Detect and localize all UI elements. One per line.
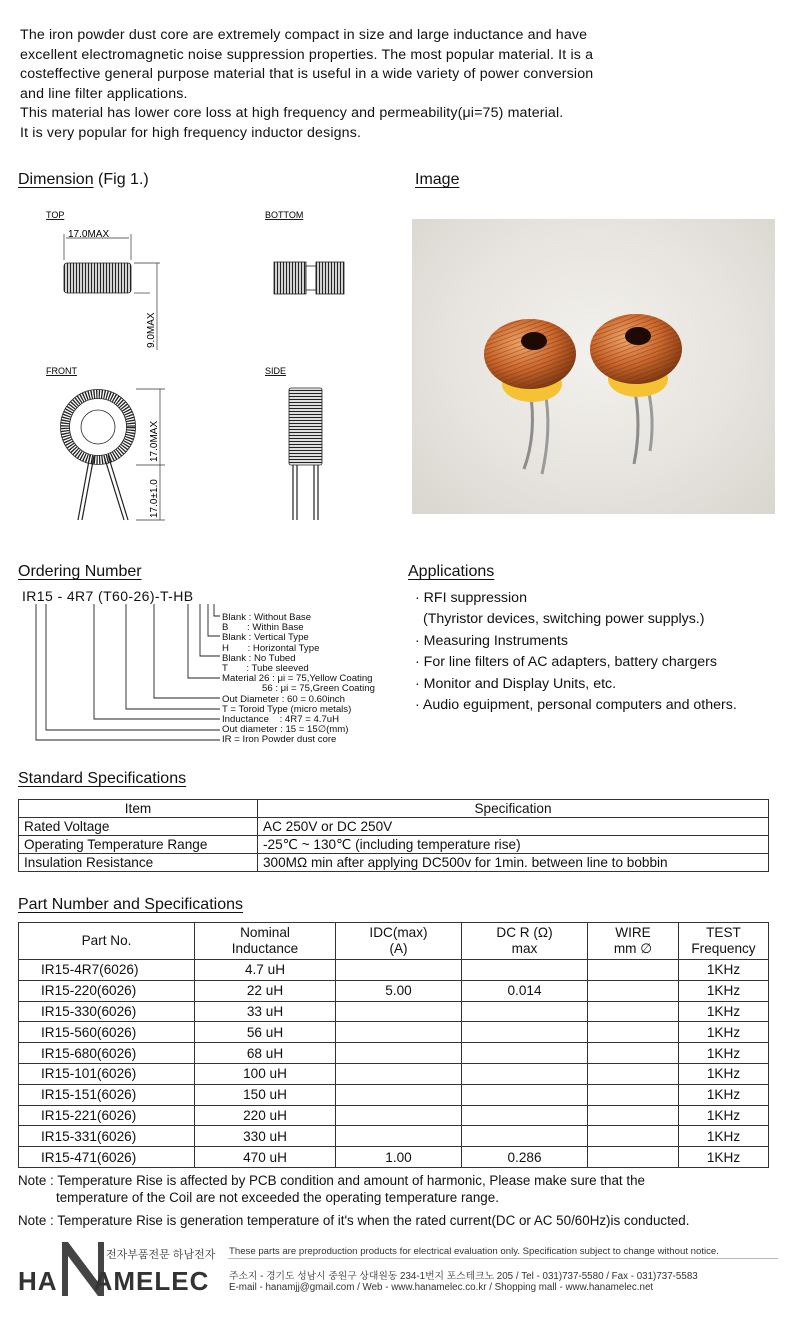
- company-address: 주소지 - 경기도 성남시 중원구 상대원동 234-1번지 포스테크노 205 / Tel - 031)737-5580 / Fax - 031)737-5583: [229, 1271, 698, 1282]
- table-row: [19, 1126, 769, 1147]
- wire-size: [588, 1147, 679, 1168]
- test-frequency: 1KHz: [679, 1147, 769, 1168]
- header-item: Item: [19, 800, 258, 818]
- intro-line: excellent electromagnetic noise suppression properties. The most popular material. It is a: [20, 46, 594, 63]
- ordering-title: Ordering Number: [18, 563, 142, 580]
- nominal-inductance: 56 uH: [195, 1022, 336, 1043]
- table-row: [19, 836, 769, 854]
- test-frequency: 1KHz: [679, 1022, 769, 1043]
- table-row: [19, 854, 769, 872]
- application-item: (Thyristor devices, switching power supplys.): [423, 611, 705, 628]
- dim-lead-length: 17.0±1.0: [149, 479, 160, 518]
- footer-divider: [228, 1258, 778, 1259]
- applications-title: Applications: [408, 563, 495, 580]
- wire-size: [588, 1126, 679, 1147]
- note-2: [18, 1212, 689, 1229]
- wire-size: [588, 1001, 679, 1022]
- header-idc: [336, 923, 462, 960]
- idc-max: [336, 1043, 462, 1064]
- standard-specs-heading: [18, 770, 186, 788]
- ordering-heading: [18, 563, 142, 581]
- legend-line: Blank : No Tubed: [222, 652, 296, 664]
- dcr-max: [462, 1126, 588, 1147]
- header-text: max: [511, 941, 538, 956]
- dcr-max: 0.286: [462, 1147, 588, 1168]
- header-text: mm ∅: [613, 941, 653, 956]
- table-row: [19, 1063, 769, 1084]
- header-text: Inductance: [231, 941, 299, 956]
- table-row: [19, 1147, 769, 1168]
- dcr-max: 0.014: [462, 980, 588, 1001]
- disclaimer: These parts are preproduction products for electrical evaluation only. Specification subject to change without notice.: [229, 1246, 719, 1257]
- dcr-max: [462, 1001, 588, 1022]
- test-frequency: 1KHz: [679, 1043, 769, 1064]
- legend-line: Blank : Vertical Type: [222, 632, 309, 644]
- table-header-row: [19, 923, 769, 960]
- legend-line: Out diameter : 15 = 15∅(mm): [222, 724, 349, 736]
- company-logo: [18, 1266, 209, 1297]
- header-wire: [588, 923, 679, 960]
- dcr-max: [462, 1063, 588, 1084]
- part-number: IR15-101(6026): [19, 1063, 195, 1084]
- test-frequency: 1KHz: [679, 1001, 769, 1022]
- nominal-inductance: 33 uH: [195, 1001, 336, 1022]
- spec-value: 300MΩ min after applying DC500v for 1min. between line to bobbin: [258, 854, 769, 872]
- code-separator: -: [57, 588, 63, 604]
- front-label: FRONT: [46, 366, 77, 376]
- idc-max: [336, 1105, 462, 1126]
- part-specs-title: Part Number and Specifications: [18, 896, 243, 913]
- nominal-inductance: 220 uH: [195, 1105, 336, 1126]
- intro-line: and line filter applications.: [20, 85, 188, 102]
- wire-size: [588, 960, 679, 981]
- header-text: Part No.: [81, 933, 132, 948]
- note-1: [18, 1172, 645, 1206]
- test-frequency: 1KHz: [679, 960, 769, 981]
- test-frequency: 1KHz: [679, 1126, 769, 1147]
- test-frequency: 1KHz: [679, 1063, 769, 1084]
- nominal-inductance: 68 uH: [195, 1043, 336, 1064]
- header-text: IDC(max): [369, 925, 428, 940]
- application-item: · Monitor and Display Units, etc.: [415, 675, 617, 692]
- dcr-max: [462, 1105, 588, 1126]
- dimension-drawing: [0, 200, 400, 530]
- legend-line: Blank : Without Base: [222, 612, 312, 623]
- header-text: Nominal: [240, 925, 290, 940]
- standard-specs-table: [18, 799, 769, 872]
- image-title: Image: [415, 171, 460, 188]
- note-text: temperature of the Coil are not exceeded the operating temperature range.: [56, 1190, 499, 1205]
- code-options: (T60-26)-T-HB: [98, 588, 194, 604]
- company-contacts: E-mail - hanamjj@gmail.com / Web - www.hanamelec.co.kr / Shopping mall - www.hanamelec.net: [229, 1282, 654, 1293]
- legend-line: T : Tube sleeved: [222, 663, 309, 675]
- dim-width: 17.0MAX: [68, 229, 110, 240]
- idc-max: 5.00: [336, 980, 462, 1001]
- spec-item: Insulation Resistance: [19, 854, 258, 872]
- intro-paragraph: [20, 26, 780, 143]
- application-item: · Audio eguipment, personal computers and others.: [415, 697, 737, 714]
- legend-line: IR = Iron Powder dust core: [222, 734, 337, 746]
- intro-line: The iron powder dust core are extremely compact in size and large inductance and have: [20, 27, 588, 43]
- table-row: [19, 1043, 769, 1064]
- nominal-inductance: 22 uH: [195, 980, 336, 1001]
- idc-max: [336, 1126, 462, 1147]
- dcr-max: [462, 1084, 588, 1105]
- logo-text-right: AMELEC: [93, 1266, 210, 1296]
- table-row: [19, 1084, 769, 1105]
- wire-size: [588, 1043, 679, 1064]
- part-number: IR15-330(6026): [19, 1001, 195, 1022]
- dim-height: 9.0MAX: [146, 312, 157, 348]
- wire-size: [588, 1105, 679, 1126]
- nominal-inductance: 470 uH: [195, 1147, 336, 1168]
- header-text: TEST: [706, 925, 741, 940]
- intro-line: This material has lower core loss at high frequency and permeability(μi=75) material.: [20, 105, 564, 121]
- table-row: [19, 818, 769, 836]
- note-text: Note : Temperature Rise is affected by PCB condition and amount of harmonic, Please make sure that the: [18, 1173, 645, 1188]
- wire-size: [588, 1084, 679, 1105]
- applications-heading: [408, 563, 494, 581]
- legend-line: Inductance : 4R7 = 4.7uH: [222, 714, 340, 726]
- table-row: [19, 1105, 769, 1126]
- spec-item: Rated Voltage: [19, 818, 258, 836]
- part-number: IR15-331(6026): [19, 1126, 195, 1147]
- code-inductance: 4R7: [66, 588, 94, 604]
- dcr-max: [462, 1022, 588, 1043]
- legend-line: H : Horizontal Type: [222, 642, 320, 654]
- legend-line: 56 : μi = 75,Green Coating: [222, 683, 375, 695]
- nominal-inductance: 330 uH: [195, 1126, 336, 1147]
- application-item: · Measuring Instruments: [415, 632, 568, 649]
- nominal-inductance: 4.7 uH: [195, 960, 336, 981]
- toroid-inductors-image: [412, 219, 775, 514]
- part-number: IR15-221(6026): [19, 1105, 195, 1126]
- applications-list: [415, 588, 737, 716]
- company-tagline: 전자부품전문 하남전자: [106, 1249, 216, 1261]
- idc-max: [336, 1001, 462, 1022]
- nominal-inductance: 150 uH: [195, 1084, 336, 1105]
- test-frequency: 1KHz: [679, 1084, 769, 1105]
- intro-line: costeffective general purpose material that is useful in a wide variety of power conversion: [20, 66, 594, 82]
- ordering-leader-lines: [0, 600, 230, 745]
- part-specs-heading: [18, 896, 243, 914]
- part-number: IR15-471(6026): [19, 1147, 195, 1168]
- figure-ref: (Fig 1.): [98, 171, 149, 188]
- legend-line: Material 26 : μi = 75,Yellow Coating: [222, 673, 373, 685]
- idc-max: 1.00: [336, 1147, 462, 1168]
- wire-size: [588, 1063, 679, 1084]
- header-inductance: [195, 923, 336, 960]
- header-text: Frequency: [691, 941, 756, 956]
- note-text: Note : Temperature Rise is generation temperature of it's when the rated current(DC or AC 50/60Hz)is conducted.: [18, 1213, 690, 1228]
- dcr-max: [462, 1043, 588, 1064]
- header-test-frequency: [679, 923, 769, 960]
- image-heading: [415, 171, 459, 189]
- idc-max: [336, 960, 462, 981]
- wire-size: [588, 1022, 679, 1043]
- dimension-title: Dimension: [18, 171, 94, 188]
- part-number: IR15-560(6026): [19, 1022, 195, 1043]
- part-specs-table: [18, 922, 769, 1168]
- part-number: IR15-4R7(6026): [19, 960, 195, 981]
- legend-line: Out Diameter : 60 = 0.60inch: [222, 693, 345, 705]
- legend-line: T = Toroid Type (micro metals): [222, 703, 352, 715]
- side-label: SIDE: [265, 366, 287, 376]
- dimension-heading: [18, 171, 149, 189]
- part-number: IR15-220(6026): [19, 980, 195, 1001]
- idc-max: [336, 1022, 462, 1043]
- table-header-row: [19, 800, 769, 818]
- standard-specs-title: Standard Specifications: [18, 770, 187, 787]
- intro-line: It is very popular for high frequency inductor designs.: [20, 124, 362, 141]
- dcr-max: [462, 960, 588, 981]
- nominal-inductance: 100 uH: [195, 1063, 336, 1084]
- dim-front-height: 17.0MAX: [149, 420, 160, 462]
- bottom-label: BOTTOM: [265, 210, 304, 220]
- test-frequency: 1KHz: [679, 1105, 769, 1126]
- header-text: DC R (Ω): [496, 925, 553, 940]
- application-item: · RFI suppression: [415, 590, 527, 606]
- wire-size: [588, 980, 679, 1001]
- part-number: IR15-151(6026): [19, 1084, 195, 1105]
- table-row: [19, 960, 769, 981]
- table-row: [19, 1022, 769, 1043]
- table-row: [19, 980, 769, 1001]
- header-text: (A): [389, 941, 408, 956]
- part-number: IR15-680(6026): [19, 1043, 195, 1064]
- header-dcr: [462, 923, 588, 960]
- top-label: TOP: [46, 210, 65, 220]
- code-series: IR15: [22, 588, 54, 604]
- header-specification: Specification: [258, 800, 769, 818]
- ordering-legend: [222, 613, 375, 746]
- application-item: · For line filters of AC adapters, battery chargers: [415, 654, 718, 671]
- header-text: WIRE: [615, 925, 651, 940]
- idc-max: [336, 1084, 462, 1105]
- legend-line: B : Within Base: [222, 622, 304, 634]
- test-frequency: 1KHz: [679, 980, 769, 1001]
- header-part-no: [19, 923, 195, 960]
- product-photo: [412, 219, 775, 514]
- spec-value: AC 250V or DC 250V: [258, 818, 769, 836]
- logo-text-left: HA: [18, 1266, 58, 1296]
- spec-value: -25℃ ~ 130℃ (including temperature rise): [258, 836, 769, 854]
- spec-item: Operating Temperature Range: [19, 836, 258, 854]
- table-row: [19, 1001, 769, 1022]
- idc-max: [336, 1063, 462, 1084]
